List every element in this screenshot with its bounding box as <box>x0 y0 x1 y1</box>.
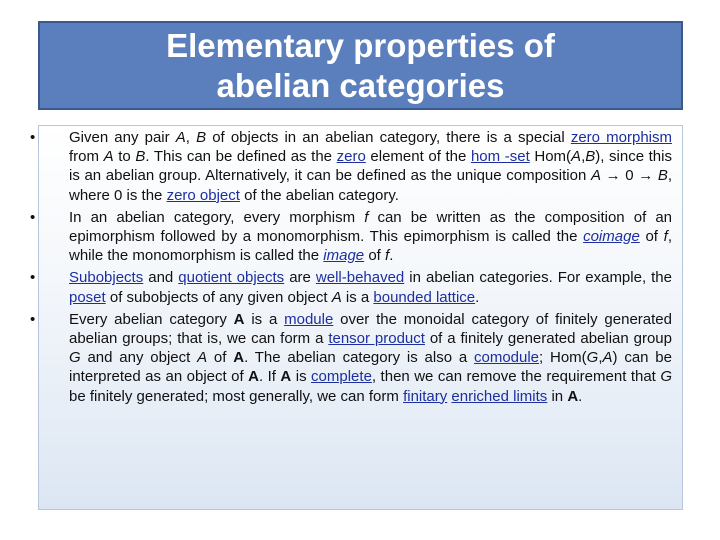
title-line-2: abelian categories <box>216 66 505 104</box>
text: is a <box>244 310 285 328</box>
category-symbol: A <box>567 387 579 405</box>
text: are <box>284 269 316 287</box>
text: Hom( <box>529 148 572 166</box>
text: of the abelian category. <box>239 186 399 204</box>
link-tensor-product[interactable]: tensor product <box>328 330 425 348</box>
link-subobjects[interactable]: Subobjects <box>69 269 144 287</box>
category-symbol: A <box>233 349 245 367</box>
text: . <box>389 247 394 265</box>
text: in abelian categories. For example, the <box>404 269 672 287</box>
math-var: G <box>69 349 81 367</box>
link-enriched-limits[interactable]: enriched limits <box>451 387 548 405</box>
text: is a <box>341 288 374 306</box>
math-var: A <box>571 148 582 166</box>
math-var: B <box>135 148 146 166</box>
text: . <box>578 387 583 405</box>
math-var: G <box>660 368 672 386</box>
text: of subobjects of any given object <box>105 288 332 306</box>
text: , where 0 is the <box>69 167 673 204</box>
math-var: A <box>331 288 342 306</box>
bullet-module <box>22 310 677 406</box>
title-line-1: Elementary properties of <box>166 26 555 64</box>
link-hom-set[interactable]: hom -set <box>470 148 530 166</box>
text: of objects in an abelian category, there is a special <box>206 129 571 146</box>
bullet-icon: • <box>30 310 36 328</box>
text: ; Hom( <box>539 349 587 367</box>
link-poset[interactable]: poset <box>69 288 106 306</box>
link-image[interactable]: image <box>323 247 365 265</box>
category-symbol: A <box>233 310 245 328</box>
link-zero[interactable]: zero <box>336 148 366 166</box>
link-bounded-lattice[interactable]: bounded lattice <box>373 288 476 306</box>
text: be finitely generated; most generally, we can form <box>69 387 404 405</box>
math-var: A <box>103 148 114 166</box>
text: . <box>475 288 480 306</box>
text: , while the monomorphism is called the <box>69 228 672 265</box>
text: ), since this is an abelian group. Alternatively, it can be defined as the unique composition <box>69 148 672 185</box>
text: , <box>598 349 603 367</box>
text: can be written as the composition of an epimorphism followed by a monomorphism. This epimorphism is called the <box>69 208 672 246</box>
slide-title <box>38 21 683 110</box>
text: . If <box>258 368 281 386</box>
category-symbol: A <box>280 368 292 386</box>
link-coimage[interactable]: coimage <box>583 228 640 246</box>
bullet-list <box>22 128 677 409</box>
link-well-behaved[interactable]: well-behaved <box>315 269 405 287</box>
math-var: A <box>175 129 186 146</box>
link-module[interactable]: module <box>284 310 334 328</box>
text: over the monoidal category of finitely generated abelian groups; that is, we can form a <box>69 310 672 348</box>
text: , <box>185 129 197 146</box>
math-var: f <box>663 228 668 246</box>
text: ) can be interpreted as an object of <box>69 349 672 386</box>
bullet-coimage-image <box>22 208 677 266</box>
text: is <box>291 368 312 386</box>
text: of <box>207 349 234 367</box>
text: , then we can remove the requirement that <box>371 368 661 386</box>
bullet-icon: • <box>30 129 36 146</box>
text: element of the <box>365 148 471 166</box>
text: of a finitely generated abelian group <box>424 330 672 348</box>
math-var: A <box>197 349 208 367</box>
bullet-icon: • <box>30 269 36 287</box>
bullet-icon: • <box>30 208 36 226</box>
text: In an abelian category, every morphism <box>69 208 365 226</box>
math-var: B <box>196 129 207 146</box>
math-var: B <box>657 167 668 185</box>
link-zero-object[interactable]: zero object <box>166 186 240 204</box>
text: → 0 → <box>600 167 658 185</box>
math-var: A <box>602 349 613 367</box>
text: from <box>69 148 104 166</box>
link-quotient-objects[interactable]: quotient objects <box>178 269 285 287</box>
text: and <box>143 269 179 287</box>
math-var: G <box>586 349 599 367</box>
math-var: f <box>385 247 390 265</box>
link-finitary[interactable]: finitary <box>403 387 448 405</box>
text: . The abelian category is also a <box>244 349 474 367</box>
text: to <box>113 148 136 166</box>
math-var: B <box>585 148 596 166</box>
text: of <box>639 228 664 246</box>
bullet-subobjects <box>22 268 677 306</box>
math-var: f <box>364 208 369 226</box>
text: and any object <box>80 349 198 367</box>
bullet-zero-morphism <box>22 128 677 205</box>
math-var: A <box>590 167 601 185</box>
link-comodule[interactable]: comodule <box>473 349 540 367</box>
text: , <box>581 148 586 166</box>
category-symbol: A <box>248 368 259 386</box>
link-zero-morphism[interactable]: zero morphism <box>570 129 672 146</box>
text: Given any pair <box>69 129 176 146</box>
text: of <box>364 247 386 265</box>
link-complete[interactable]: complete <box>311 368 372 386</box>
text: in <box>547 387 568 405</box>
text: . This can be defined as the <box>145 148 337 166</box>
text: Every abelian category <box>69 310 234 328</box>
